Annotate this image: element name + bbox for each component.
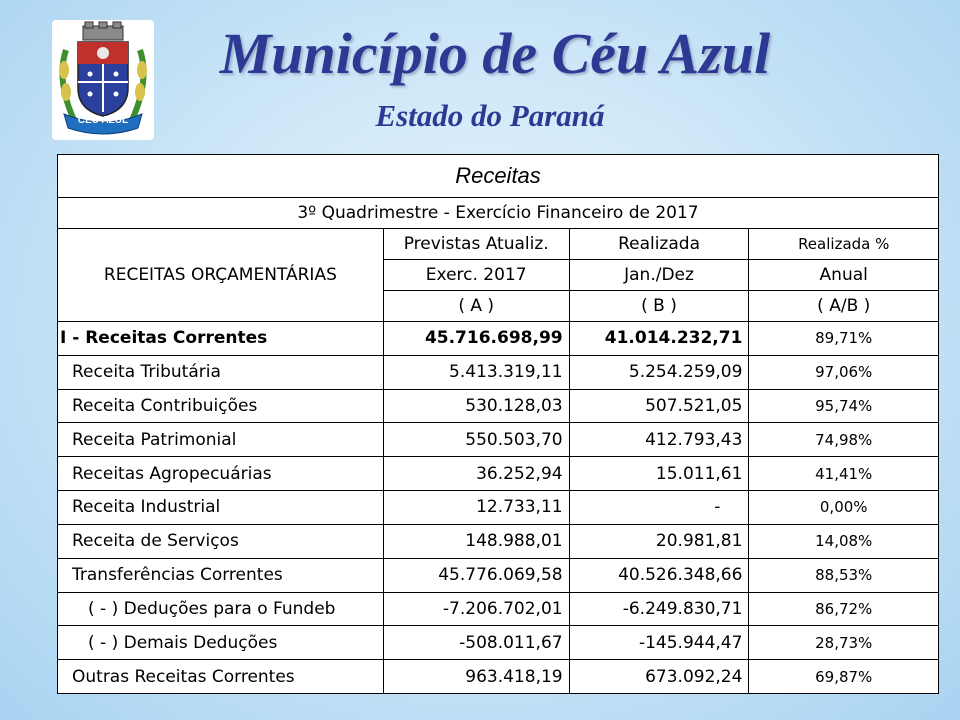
row-previstas: -7.206.702,01 xyxy=(383,592,569,626)
row-realizada: 412.793,43 xyxy=(569,423,749,457)
row-label: I - Receitas Correntes xyxy=(58,322,384,356)
col-realizada-header-1: Realizada xyxy=(569,229,749,260)
table-row xyxy=(58,558,939,592)
row-previstas: 148.988,01 xyxy=(383,524,569,558)
row-previstas: 45.776.069,58 xyxy=(383,558,569,592)
row-realizada: 41.014.232,71 xyxy=(569,322,749,356)
row-previstas: 36.252,94 xyxy=(383,457,569,491)
row-pct: 89,71% xyxy=(749,322,939,356)
col-previstas-header-2: Exerc. 2017 xyxy=(383,260,569,291)
header-row-1 xyxy=(58,229,939,260)
row-realizada: 15.011,61 xyxy=(569,457,749,491)
page-subtitle: Estado do Paraná xyxy=(375,98,605,133)
row-label: Receita Contribuições xyxy=(58,389,384,423)
row-previstas: -508.011,67 xyxy=(383,626,569,660)
table-row xyxy=(58,355,939,389)
row-previstas: 5.413.319,11 xyxy=(383,355,569,389)
table-row xyxy=(58,423,939,457)
row-realizada: 507.521,05 xyxy=(569,389,749,423)
row-pct: 86,72% xyxy=(749,592,939,626)
col-previstas-header-1: Previstas Atualiz. xyxy=(383,229,569,260)
row-previstas: 550.503,70 xyxy=(383,423,569,457)
col-realizada-header-3: ( B ) xyxy=(569,291,749,322)
row-realizada: -6.249.830,71 xyxy=(569,592,749,626)
row-label: Outras Receitas Correntes xyxy=(58,660,384,694)
row-label: Receita Industrial xyxy=(58,491,384,525)
row-pct: 41,41% xyxy=(749,457,939,491)
table-row xyxy=(58,389,939,423)
col-pct-header-3: ( A/B ) xyxy=(749,291,939,322)
row-previstas: 45.716.698,99 xyxy=(383,322,569,356)
table-row xyxy=(58,592,939,626)
row-pct: 0,00% xyxy=(749,491,939,525)
table-row xyxy=(58,491,939,525)
row-previstas: 12.733,11 xyxy=(383,491,569,525)
row-pct: 95,74% xyxy=(749,389,939,423)
row-pct: 97,06% xyxy=(749,355,939,389)
table-title-row xyxy=(58,155,939,198)
table-row xyxy=(58,322,939,356)
row-pct: 69,87% xyxy=(749,660,939,694)
row-realizada: 5.254.259,09 xyxy=(569,355,749,389)
table-row xyxy=(58,524,939,558)
table-subtitle-row xyxy=(58,198,939,229)
row-realizada: -145.944,47 xyxy=(569,626,749,660)
row-previstas: 963.418,19 xyxy=(383,660,569,694)
table-row xyxy=(58,626,939,660)
page-title: Município de Céu Azul xyxy=(219,21,771,86)
row-label: Transferências Correntes xyxy=(58,558,384,592)
row-realizada: 20.981,81 xyxy=(569,524,749,558)
row-realizada: 673.092,24 xyxy=(569,660,749,694)
row-pct: 88,53% xyxy=(749,558,939,592)
col-realizada-header-2: Jan./Dez xyxy=(569,260,749,291)
row-label: Receita Patrimonial xyxy=(58,423,384,457)
row-label: ( - ) Demais Deduções xyxy=(58,626,384,660)
table-subtitle: 3º Quadrimestre - Exercício Financeiro de 2017 xyxy=(58,198,939,229)
municipal-crest xyxy=(52,20,154,140)
table-row xyxy=(58,660,939,694)
col-pct-header-1: Realizada % xyxy=(749,229,939,260)
col-pct-header-2: Anual xyxy=(749,260,939,291)
row-pct: 74,98% xyxy=(749,423,939,457)
col-previstas-header-3: ( A ) xyxy=(383,291,569,322)
table-title: Receitas xyxy=(58,155,939,198)
row-pct: 28,73% xyxy=(749,626,939,660)
row-pct: 14,08% xyxy=(749,524,939,558)
row-label: Receita Tributária xyxy=(58,355,384,389)
table-row xyxy=(58,457,939,491)
row-label: ( - ) Deduções para o Fundeb xyxy=(58,592,384,626)
row-header: RECEITAS ORÇAMENTÁRIAS xyxy=(58,229,384,322)
crest-banner-text: CÉU AZUL xyxy=(77,115,129,126)
revenue-table xyxy=(57,154,939,694)
row-label: Receitas Agropecuárias xyxy=(58,457,384,491)
row-label: Receita de Serviços xyxy=(58,524,384,558)
row-realizada: - xyxy=(569,491,749,525)
row-realizada: 40.526.348,66 xyxy=(569,558,749,592)
row-previstas: 530.128,03 xyxy=(383,389,569,423)
